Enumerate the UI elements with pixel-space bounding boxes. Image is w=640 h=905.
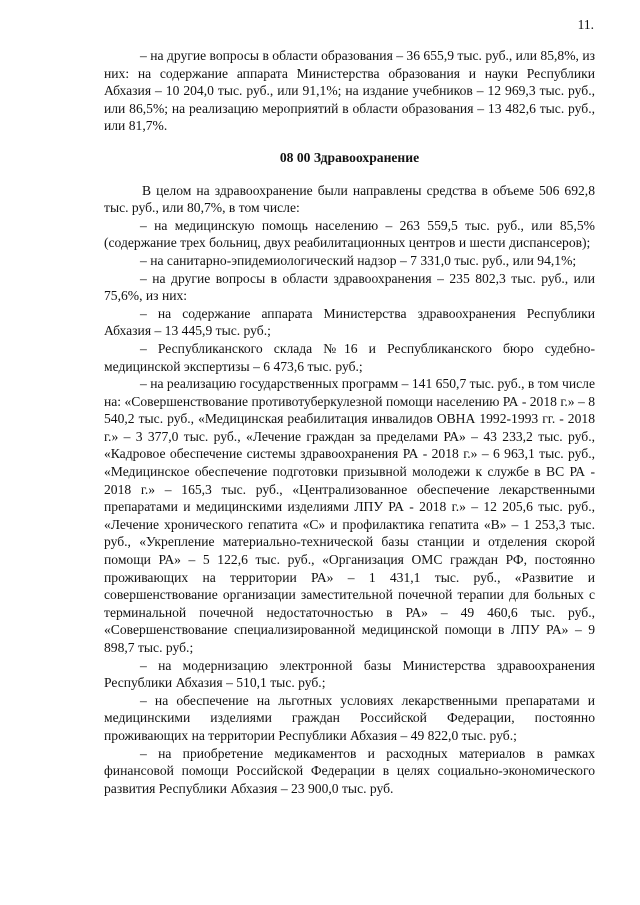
paragraph-health-other: – на другие вопросы в области здравоохранения – 235 802,3 тыс. руб., или 75,6%, из них: [104,270,595,304]
paragraph-preferential-medicines: – на обеспечение на льготных условиях лекарственными препаратами и медицинскими изделиями граждан Российской Федерации, постоянно проживающих на территории Республики Абхазия – 49 822,0 тыс. руб.; [104,692,595,743]
document-body [104,47,595,797]
paragraph-health-total: В целом на здравоохранение были направлены средства в объеме 506 692,8 тыс. руб., или 80,7%, в том числе: [104,182,595,216]
section-heading: 08 00 Здравоохранение [279,149,420,165]
paragraph-financial-aid: – на приобретение медикаментов и расходных материалов в рамках финансовой помощи Российской Федерации в целях социально-экономического развития Республики Абхазия – 23 900,0 тыс. руб. [104,745,595,796]
paragraph-education-other: – на другие вопросы в области образования – 36 655,9 тыс. руб., или 85,8%, из них: на содержание аппарата Министерства образования и науки Республики Абхазия – 10 204,0 тыс. руб., или 91,1%; на издание учебников – 12 969,3 тыс. руб., или 86,5%; на реализацию мероприятий в области образования – 13 482,6 тыс. руб., или 81,7%. [104,48,595,134]
paragraph-medical-care: – на медицинскую помощь населению – 263 559,5 тыс. руб., или 85,5% (содержание трех больниц, двух реабилитационных центров и шести диспансеров); [104,217,595,251]
page-number: 11. [577,17,594,32]
paragraph-sanitary-supervision: – на санитарно-эпидемиологический надзор – 7 331,0 тыс. руб., или 94,1%; [140,252,577,268]
paragraph-electronic-base: – на модернизацию электронной базы Министерства здравоохранения Республики Абхазия – 510,1 тыс. руб.; [104,657,595,691]
paragraph-ministry-apparatus: – на содержание аппарата Министерства здравоохранения Республики Абхазия – 13 445,9 тыс. руб.; [104,305,595,339]
paragraph-state-programs: – на реализацию государственных программ – 141 650,7 тыс. руб., в том числе на: «Совершенствование противотуберкулезной помощи населению РА - 2018 г.» – 8 540,2 тыс. руб., «Медицинская реабилитация инвалидов ОВНА 1992-1993 гг. - 2018 г.» – 3 377,0 тыс. руб., «Лечение граждан за пределами РА» – 43 233,2 тыс. руб., «Кадровое обеспечение системы здравоохранения РА - 2018 г.» – 6 963,1 тыс. руб., «Медицинское обеспечение подготовки призывной молодежи к службе в ВС РА - 2018 г.» – 165,3 тыс. руб., «Централизованное обеспечение лекарственными препаратами и медицинскими изделиями ЛПУ РА - 2018 г.» – 12 205,6 тыс. руб., «Лечение хронического гепатита «С» и профилактика гепатита «В» – 1 253,3 тыс. руб., «Укрепление материально-технической базы станции и отделения скорой помощи РА» – 5 122,6 тыс. руб., «Организация ОМС граждан РФ, постоянно проживающих на территории РА» – 1 431,1 тыс. руб., «Развитие и совершенствование организации заместительной почечной терапии для больных с терминальной почечной недостаточностью в РА» – 49 460,6 тыс. руб., «Совершенствование специализированной медицинской помощи в ЛПУ РА» – 9 898,7 тыс. руб.; [104,376,595,655]
paragraph-warehouse-bureau: – Республиканского склада №16 и Республиканского бюро судебно-медицинской экспертизы – 6 473,6 тыс. руб.; [104,340,595,374]
